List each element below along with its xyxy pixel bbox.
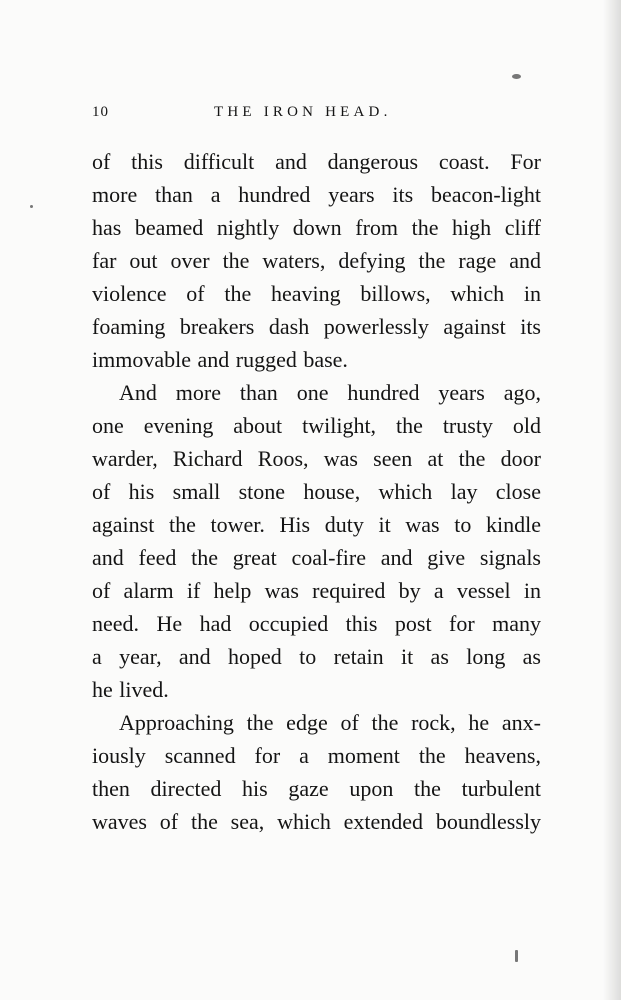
text-line: has beamed nightly down from the high cliff (92, 215, 541, 240)
body-text (92, 145, 541, 838)
text-line: warder, Richard Roos, was seen at the door (92, 446, 541, 471)
text-line: need. He had occupied this post for many (92, 611, 541, 636)
text-line: and feed the great coal-fire and give signals (92, 545, 541, 570)
text-line: then directed his gaze upon the turbulent (92, 776, 541, 801)
text-line: Approaching the edge of the rock, he anx- (119, 710, 541, 735)
text-line: of this difficult and dangerous coast. For (92, 149, 541, 174)
scan-speck (30, 205, 33, 208)
text-line: one evening about twilight, the trusty old (92, 413, 541, 438)
page-number: 10 (92, 104, 109, 120)
text-line: violence of the heaving billows, which in (92, 281, 541, 306)
text-line: against the tower. His duty it was to kindle (92, 512, 541, 537)
text-line: iously scanned for a moment the heavens, (92, 743, 541, 768)
text-line: immovable and rugged base. (92, 347, 348, 372)
paragraph (92, 376, 541, 706)
running-title: THE IRON HEAD. (214, 104, 392, 120)
text-line: of his small stone house, which lay close (92, 479, 541, 504)
text-line: of alarm if help was required by a vessel in (92, 578, 541, 603)
text-line: more than a hundred years its beacon-light (92, 182, 541, 207)
running-header (92, 104, 541, 128)
text-line: foaming breakers dash powerlessly against its (92, 314, 541, 339)
paragraph (92, 706, 541, 838)
text-line: And more than one hundred years ago, (119, 380, 541, 405)
scan-speck (512, 74, 521, 79)
page-edge-shadow (603, 0, 621, 1000)
text-line: a year, and hoped to retain it as long as (92, 644, 541, 669)
paragraph (92, 145, 541, 376)
text-line: waves of the sea, which extended boundlessly (92, 809, 541, 834)
text-line: far out over the waters, defying the rage and (92, 248, 541, 273)
text-line: he lived. (92, 677, 169, 702)
scan-speck (515, 950, 518, 962)
